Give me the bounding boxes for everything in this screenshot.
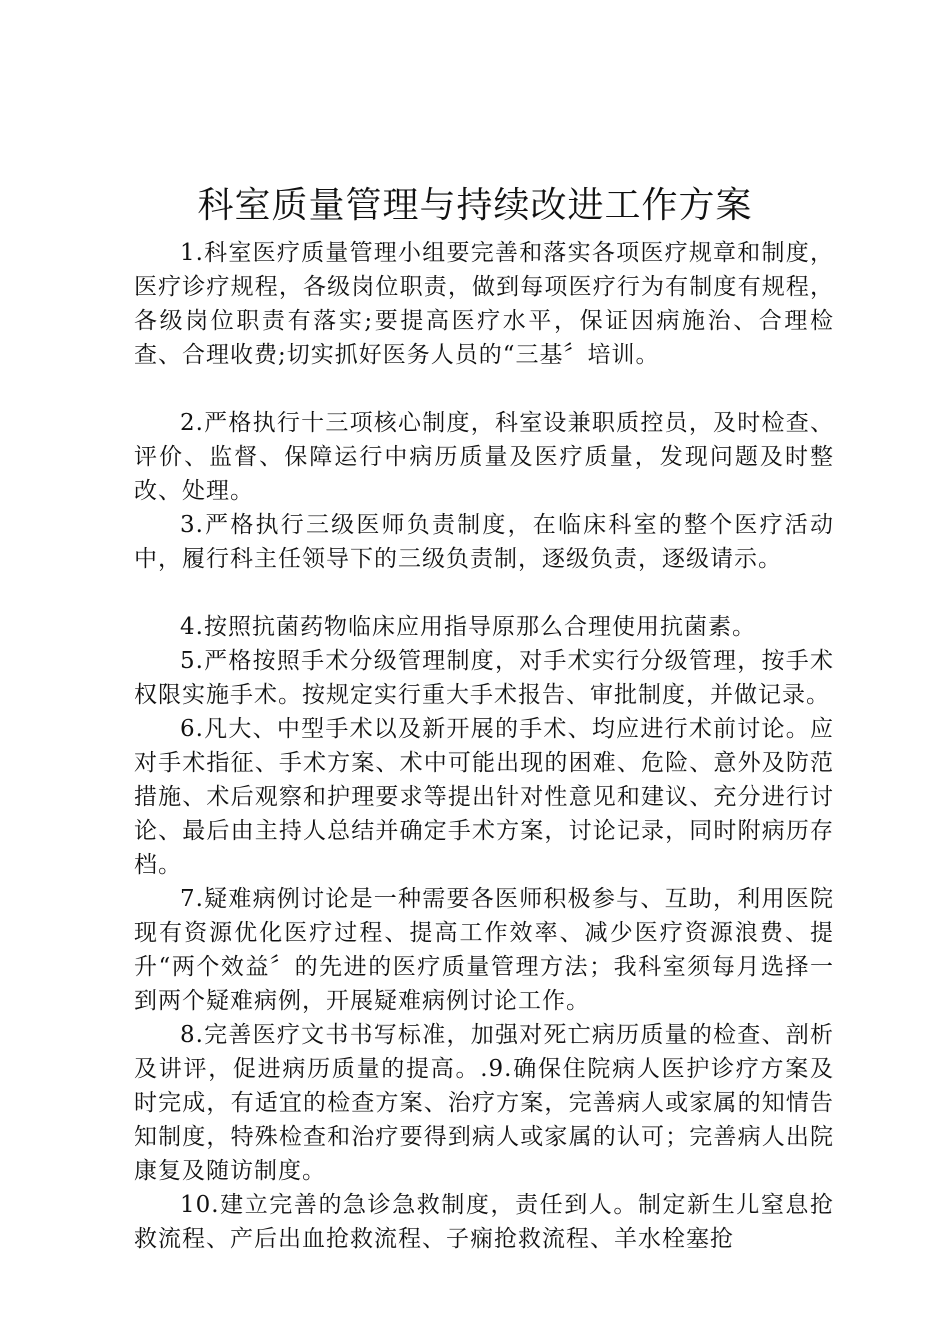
paragraph-spacer xyxy=(134,372,834,406)
paragraph-3: 3.严格执行三级医师负责制度，在临床科室的整个医疗活动中，履行科主任领导下的三级负责制，逐级负责，逐级请示。 xyxy=(134,512,834,572)
paragraph-6: 6.凡大、中型手术以及新开展的手术、均应进行术前讨论。应对手术指征、手术方案、术中可能出现的困难、危险、意外及防范措施、术后观察和护理要求等提出针对性意见和建议、充分进行讨论、最后由主持人总结并确定手术方案，讨论记录，同时附病历存档。 xyxy=(134,716,834,878)
document-title: 科室质量管理与持续改进工作方案 xyxy=(197,185,753,226)
document-body xyxy=(134,236,834,1256)
paragraph-10: 10.建立完善的急诊急救制度，责任到人。制定新生儿窒息抢救流程、产后出血抢救流程、子痫抢救流程、羊水栓塞抢 xyxy=(134,1192,834,1252)
paragraph-spacer xyxy=(134,576,834,610)
paragraph-4: 4.按照抗菌药物临床应用指导原那么合理使用抗菌素。 xyxy=(180,614,756,640)
paragraph-5: 5.严格按照手术分级管理制度，对手术实行分级管理，按手术权限实施手术。按规定实行重大手术报告、审批制度，并做记录。 xyxy=(134,648,834,708)
paragraph-1: 1.科室医疗质量管理小组要完善和落实各项医疗规章和制度，医疗诊疗规程，各级岗位职责，做到每项医疗行为有制度有规程，各级岗位职责有落实;要提高医疗水平，保证因病施治、合理检查、合理收费;切实抓好医务人员的“三基〞培训。 xyxy=(134,240,834,368)
paragraph-8-9: 8.完善医疗文书书写标准，加强对死亡病历质量的检查、剖析及讲评，促进病历质量的提高。.9.确保住院病人医护诊疗方案及时完成，有适宜的检查方案、治疗方案，完善病人或家属的知情告知制度，特殊检查和治疗要得到病人或家属的认可；完善病人出院康复及随访制度。 xyxy=(134,1022,834,1184)
paragraph-7: 7.疑难病例讨论是一种需要各医师积极参与、互助，利用医院现有资源优化医疗过程、提高工作效率、减少医疗资源浪费、提升“两个效益〞的先进的医疗质量管理方法；我科室须每月选择一到两个疑难病例，开展疑难病例讨论工作。 xyxy=(134,886,834,1014)
paragraph-2: 2.严格执行十三项核心制度，科室设兼职质控员，及时检查、评价、监督、保障运行中病历质量及医疗质量，发现问题及时整改、处理。 xyxy=(134,410,834,504)
